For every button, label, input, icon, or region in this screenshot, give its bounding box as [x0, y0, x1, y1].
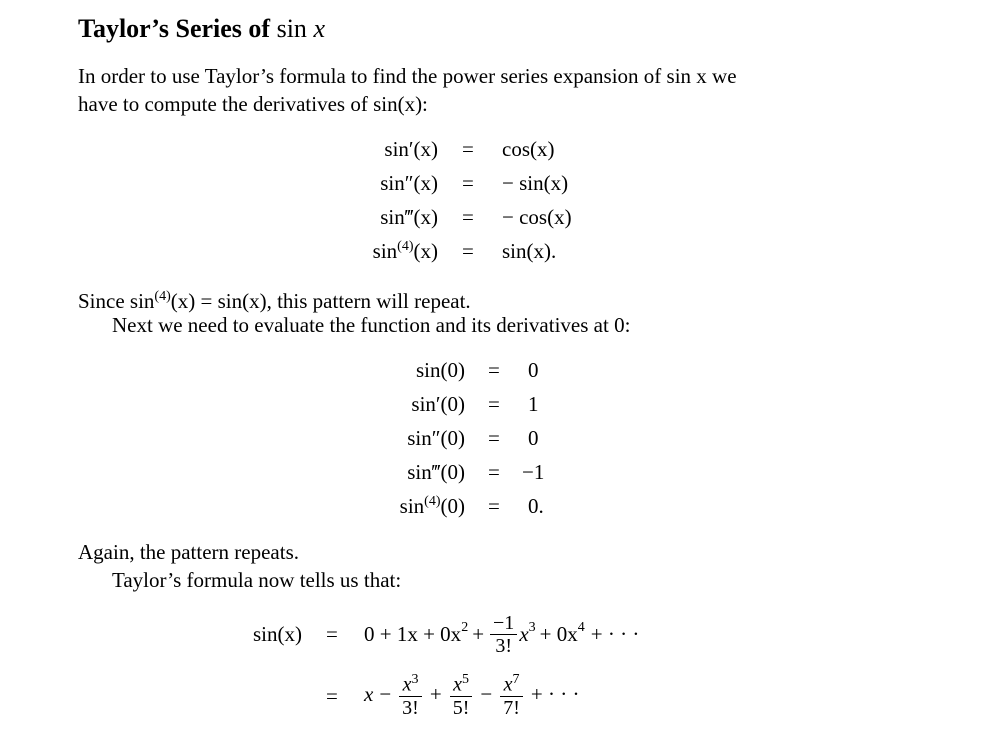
derivative-4-arg: (x) [413, 239, 438, 263]
value-5-arg: (0) [440, 494, 465, 518]
series-equals-1: = [326, 622, 338, 646]
series-tail-1: + · · · [590, 621, 640, 646]
value-3-lhs: sin″(0) [407, 426, 465, 450]
series-x: x [364, 681, 374, 706]
value-5-order: (4) [424, 494, 441, 509]
derivative-1-lhs: sin′(x) [384, 137, 438, 161]
derivative-1-equals: = [462, 137, 474, 161]
series-line-1 [364, 604, 639, 664]
series-sup-c: 4 [577, 620, 585, 635]
repeat-suffix: (x) = sin(x), this pattern will repeat. [170, 289, 471, 313]
derivative-2-rhs: − sin(x) [502, 171, 569, 195]
series-sup-b: 3 [528, 620, 536, 635]
series-f3-num: x [503, 673, 513, 696]
derivative-4-lhs [373, 239, 438, 264]
repeat-order: (4) [154, 289, 171, 304]
series-fraction-x7 [500, 669, 523, 719]
repeat-prefix: Since sin [78, 289, 155, 313]
title-variable: x [313, 14, 325, 43]
value-5-equals: = [488, 494, 500, 518]
value-2-rhs: 1 [528, 392, 539, 416]
value-2-equals: = [488, 392, 500, 416]
series-minus-2: − [480, 681, 493, 706]
series-line-2 [364, 664, 579, 724]
value-1-lhs: sin(0) [416, 358, 465, 382]
series-f3-den: 7! [500, 696, 523, 719]
title-prefix: Taylor’s Series of [78, 14, 271, 43]
value-2-lhs: sin′(0) [411, 392, 465, 416]
series-fraction-x5 [450, 669, 473, 719]
intro-line-1: In order to use Taylor’s formula to find the power series expansion of sin x we [78, 64, 737, 88]
derivative-4-equals: = [462, 239, 474, 263]
derivative-4-rhs: sin(x). [502, 239, 557, 263]
series-f1-den: 3! [399, 696, 422, 719]
series-terms-a: 0 + 1x + 0x [364, 621, 462, 646]
value-5-base: sin [399, 494, 425, 518]
series-fraction [490, 612, 517, 657]
series-equals-2: = [326, 684, 338, 708]
series-terms-c: + 0x [539, 621, 578, 646]
next-sentence: Next we need to evaluate the function and its derivatives at 0: [112, 313, 631, 337]
derivative-4-order: (4) [397, 239, 414, 254]
derivative-3-equals: = [462, 205, 474, 229]
series-fraction-x3 [399, 669, 422, 719]
derivative-1-rhs: cos(x) [502, 137, 555, 161]
series-lhs: sin(x) [253, 622, 302, 646]
value-4-rhs: −1 [522, 460, 545, 484]
derivative-2-equals: = [462, 171, 474, 195]
value-4-equals: = [488, 460, 500, 484]
series-f1-sup: 3 [411, 672, 419, 688]
again-sentence: Again, the pattern repeats. [78, 540, 299, 564]
value-3-equals: = [488, 426, 500, 450]
derivative-3-lhs: sin‴(x) [380, 205, 438, 229]
series-sup-a: 2 [461, 620, 469, 635]
series-f2-den: 5! [450, 696, 473, 719]
value-5-lhs [400, 494, 465, 519]
series-f1-num: x [402, 673, 412, 696]
series-tail-2: + · · · [530, 681, 580, 706]
intro-line-2: have to compute the derivatives of sin(x): [78, 92, 428, 116]
value-1-rhs: 0 [528, 358, 539, 382]
series-minus-1: − [379, 681, 392, 706]
series-plus-2: + [429, 681, 442, 706]
value-1-equals: = [488, 358, 500, 382]
series-f2-sup: 5 [461, 672, 469, 688]
series-fraction-numerator: −1 [490, 612, 517, 635]
derivative-3-rhs: − cos(x) [502, 205, 572, 229]
value-3-rhs: 0 [528, 426, 539, 450]
value-4-lhs: sin‴(0) [407, 460, 465, 484]
title-function: sin [276, 14, 307, 43]
taylor-sentence: Taylor’s formula now tells us that: [112, 568, 402, 592]
series-f3-sup: 7 [512, 672, 520, 688]
derivative-2-lhs: sin″(x) [380, 171, 438, 195]
page-title [78, 14, 325, 44]
series-x-after: x [519, 621, 529, 646]
derivative-4-base: sin [372, 239, 398, 263]
series-f2-num: x [453, 673, 462, 696]
value-5-rhs: 0. [528, 494, 544, 518]
series-fraction-denominator: 3! [495, 634, 512, 657]
series-plus: + [472, 621, 485, 646]
